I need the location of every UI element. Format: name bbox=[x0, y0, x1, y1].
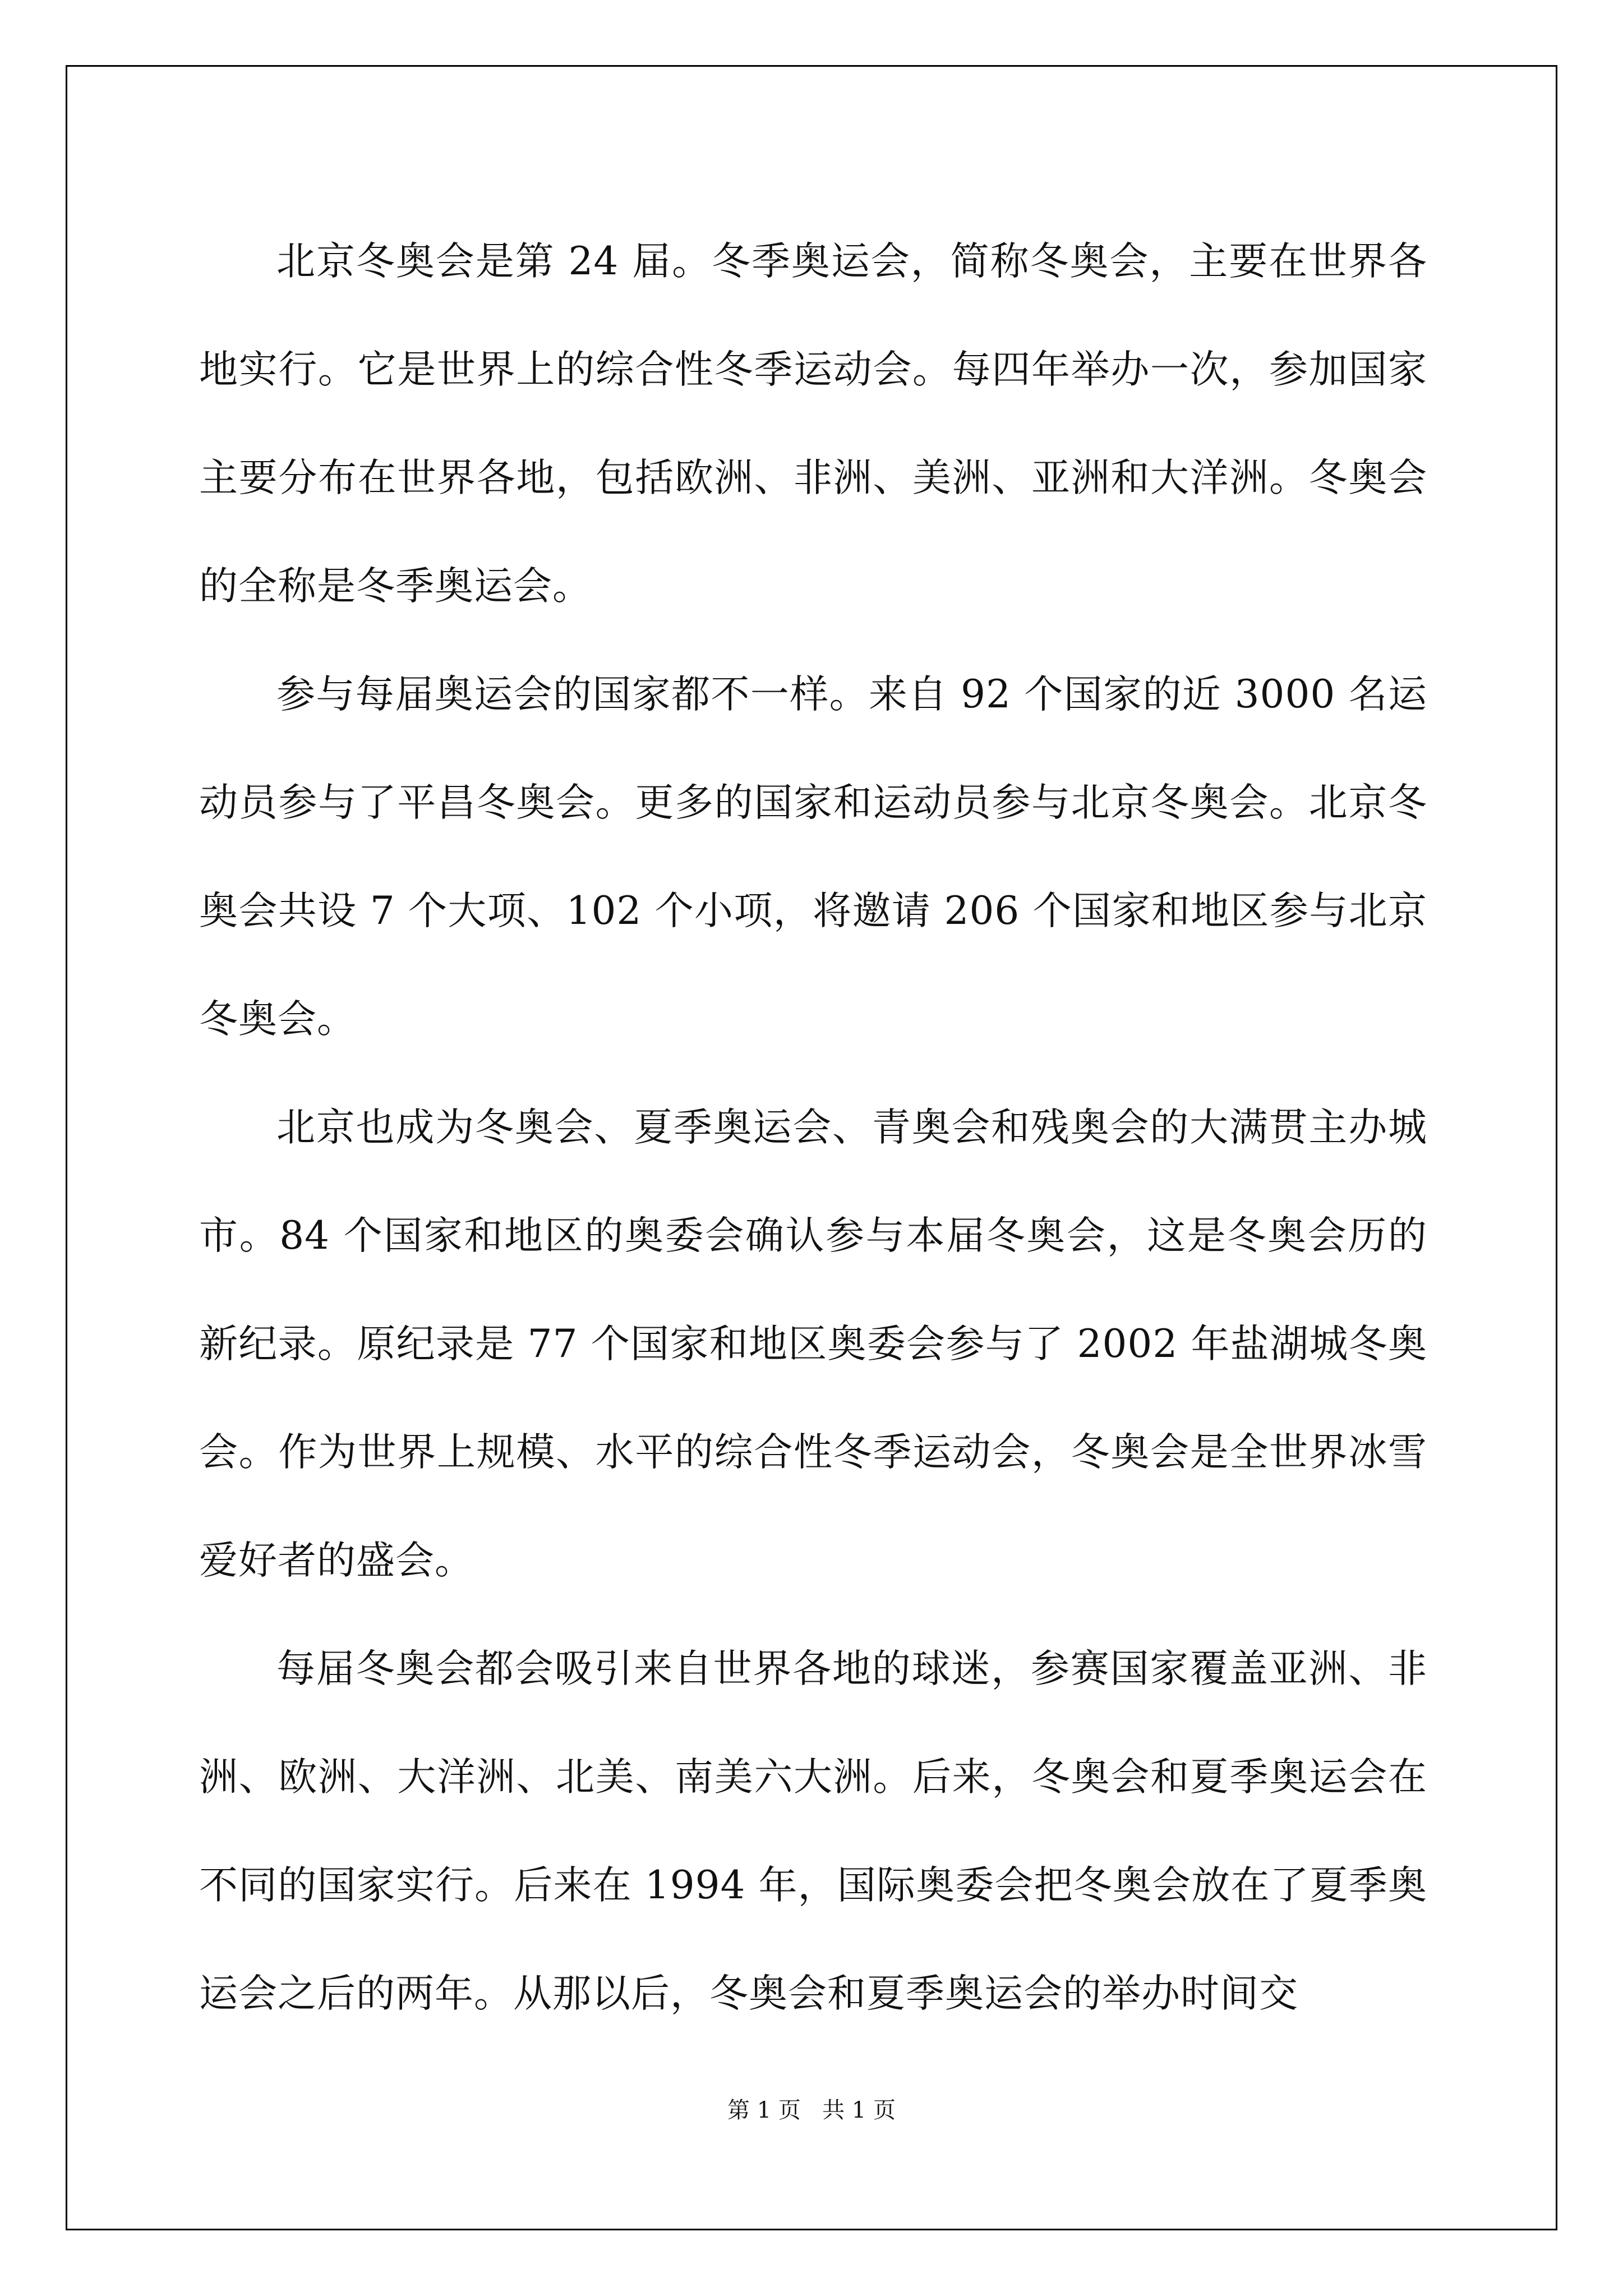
document-body bbox=[199, 208, 1427, 2048]
page-footer: 第 1 页 共 1 页 bbox=[727, 2097, 896, 2123]
paragraph-4: 每届冬奥会都会吸引来自世界各地的球迷，参赛国家覆盖亚洲、非洲、欧洲、大洋洲、北美、南美六大洲。后来，冬奥会和夏季奥运会在不同的国家实行。后来在 1994 年，国际奥委会把冬奥会放在了夏季奥运会之后的两年。从那以后，冬奥会和夏季奥运会的举办时间交 bbox=[199, 1646, 1427, 2016]
paragraph-2: 参与每届奥运会的国家都不一样。来自 92 个国家的近 3000 名运动员参与了平昌冬奥会。更多的国家和运动员参与北京冬奥会。北京冬奥会共设 7 个大项、102 个小项，将邀请 206 个国家和地区参与北京冬奥会。 bbox=[199, 672, 1427, 1042]
paragraph-1: 北京冬奥会是第 24 届。冬季奥运会，简称冬奥会，主要在世界各地实行。它是世界上的综合性冬季运动会。每四年举办一次，参加国家主要分布在世界各地，包括欧洲、非洲、美洲、亚洲和大洋洲。冬奥会的全称是冬季奥运会。 bbox=[199, 239, 1427, 609]
paragraph-3: 北京也成为冬奥会、夏季奥运会、青奥会和残奥会的大满贯主办城市。84 个国家和地区的奥委会确认参与本届冬奥会，这是冬奥会历的新纪录。原纪录是 77 个国家和地区奥委会参与了 2002 年盐湖城冬奥会。作为世界上规模、水平的综合性冬季运动会，冬奥会是全世界冰雪爱好者的盛会。 bbox=[199, 1105, 1427, 1583]
